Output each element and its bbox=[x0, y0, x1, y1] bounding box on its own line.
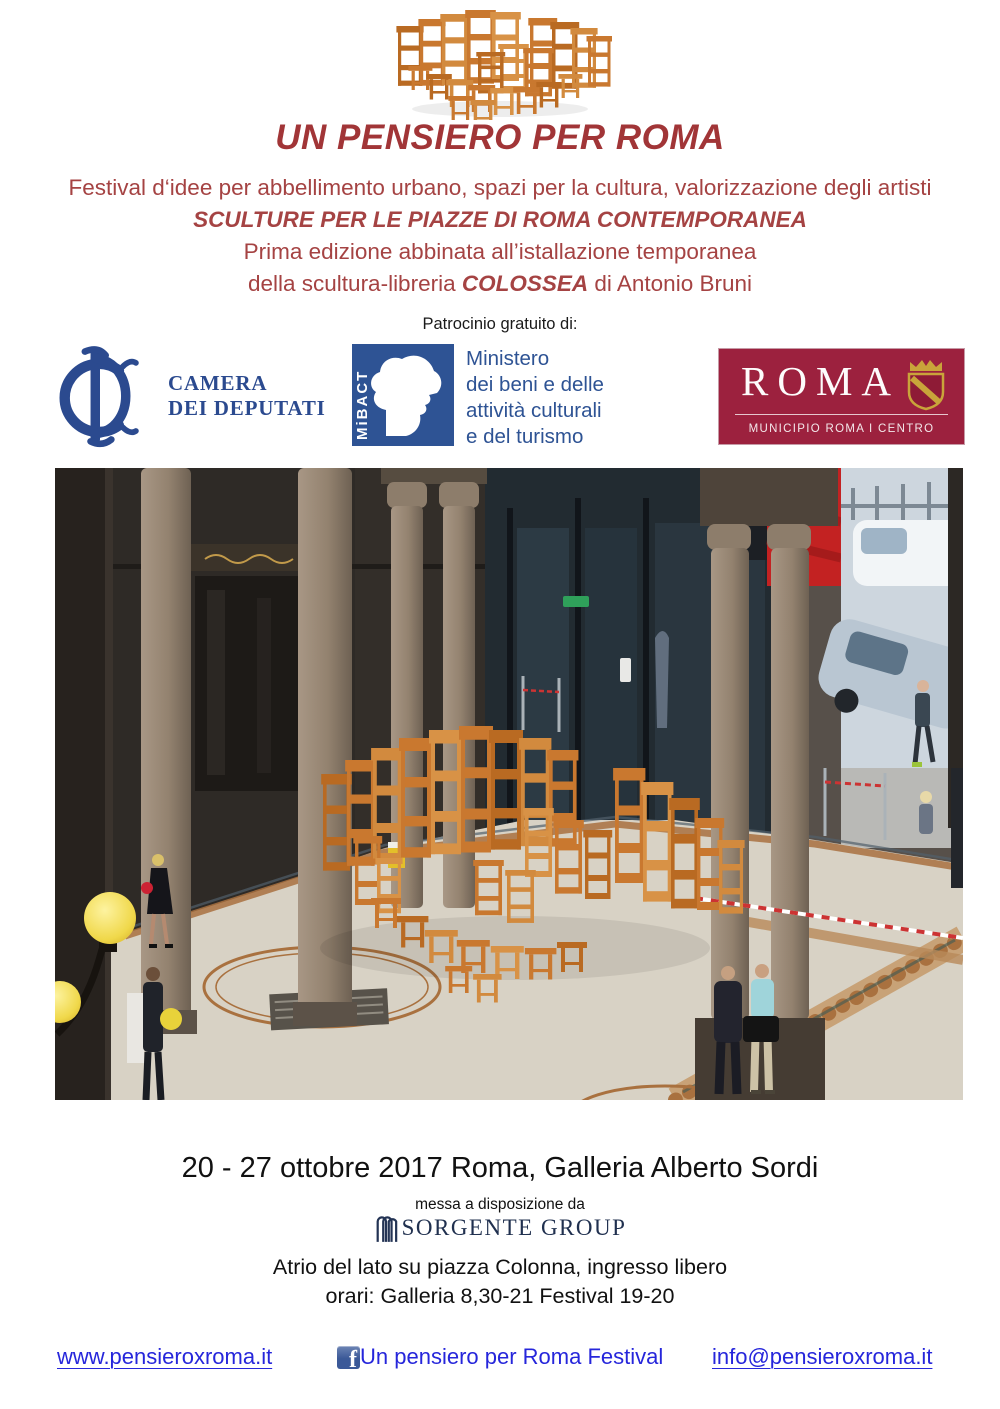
footer-facebook[interactable] bbox=[337, 1344, 664, 1373]
camera-logo-line1: CAMERA bbox=[168, 371, 268, 395]
event-date-line: 20 - 27 ottobre 2017 Roma, Galleria Alberto Sordi bbox=[181, 1152, 819, 1184]
subtitle-festival: Festival d‘idee per abbellimento urbano, spazi per la cultura, valorizzazione degli artisti bbox=[68, 175, 932, 200]
mibact-head-icon bbox=[352, 344, 454, 448]
roma-divider bbox=[735, 414, 948, 415]
logo-roma-municipio bbox=[718, 348, 965, 445]
facebook-letter: f bbox=[349, 1347, 357, 1373]
event-photo-galleria-alberto-sordi bbox=[55, 468, 963, 1100]
sorgente-columns-icon bbox=[374, 1213, 398, 1243]
subtitle-colossea bbox=[0, 268, 1000, 300]
colossea-model-icon bbox=[380, 4, 620, 120]
roma-subtitle: MUNICIPIO ROMA I CENTRO bbox=[748, 423, 935, 435]
page-title: UN PENSIERO PER ROMA bbox=[275, 118, 725, 157]
camera-logo-line2: DEI DEPUTATI bbox=[168, 396, 326, 420]
hours-line: orari: Galleria 8,30-21 Festival 19-20 bbox=[325, 1284, 675, 1308]
footer-email-link[interactable]: info@pensieroxroma.it bbox=[712, 1344, 933, 1369]
sorgente-group-logo bbox=[0, 1213, 1000, 1243]
mibact-acronym: MiBACT bbox=[354, 369, 371, 440]
mibact-line-1: Ministero bbox=[466, 347, 550, 370]
subtitle-sculture: SCULTURE PER LE PIAZZE DI ROMA CONTEMPORANEA bbox=[193, 207, 807, 232]
colossea-name: COLOSSEA bbox=[461, 271, 589, 296]
roma-crest-icon bbox=[900, 357, 952, 411]
subtitle-colossea-prefix: della scultura-libreria bbox=[248, 271, 462, 296]
mibact-line-3: attività culturali bbox=[466, 399, 602, 422]
subtitle-colossea-suffix: di Antonio Bruni bbox=[588, 271, 752, 296]
mibact-line-4: e del turismo bbox=[466, 425, 584, 448]
roma-wordmark: ROMA bbox=[741, 358, 901, 404]
camera-monogram-icon bbox=[42, 344, 158, 448]
venue-line: Atrio del lato su piazza Colonna, ingresso libero bbox=[272, 1255, 728, 1279]
mibact-line-2: dei beni e delle bbox=[466, 373, 604, 396]
subtitle-prima-edizione: Prima edizione abbinata all’istallazione temporanea bbox=[243, 239, 757, 264]
logo-mibact bbox=[352, 344, 604, 450]
sorgente-wordmark: SORGENTE GROUP bbox=[401, 1215, 627, 1240]
provided-by-label: messa a disposizione da bbox=[415, 1196, 585, 1213]
footer-facebook-label[interactable]: Un pensiero per Roma Festival bbox=[360, 1344, 664, 1369]
logo-camera-dei-deputati bbox=[42, 344, 326, 448]
footer-website-link[interactable]: www.pensieroxroma.it bbox=[57, 1344, 273, 1369]
facebook-icon[interactable] bbox=[337, 1346, 360, 1373]
patronage-label: Patrocinio gratuito di: bbox=[422, 315, 578, 333]
